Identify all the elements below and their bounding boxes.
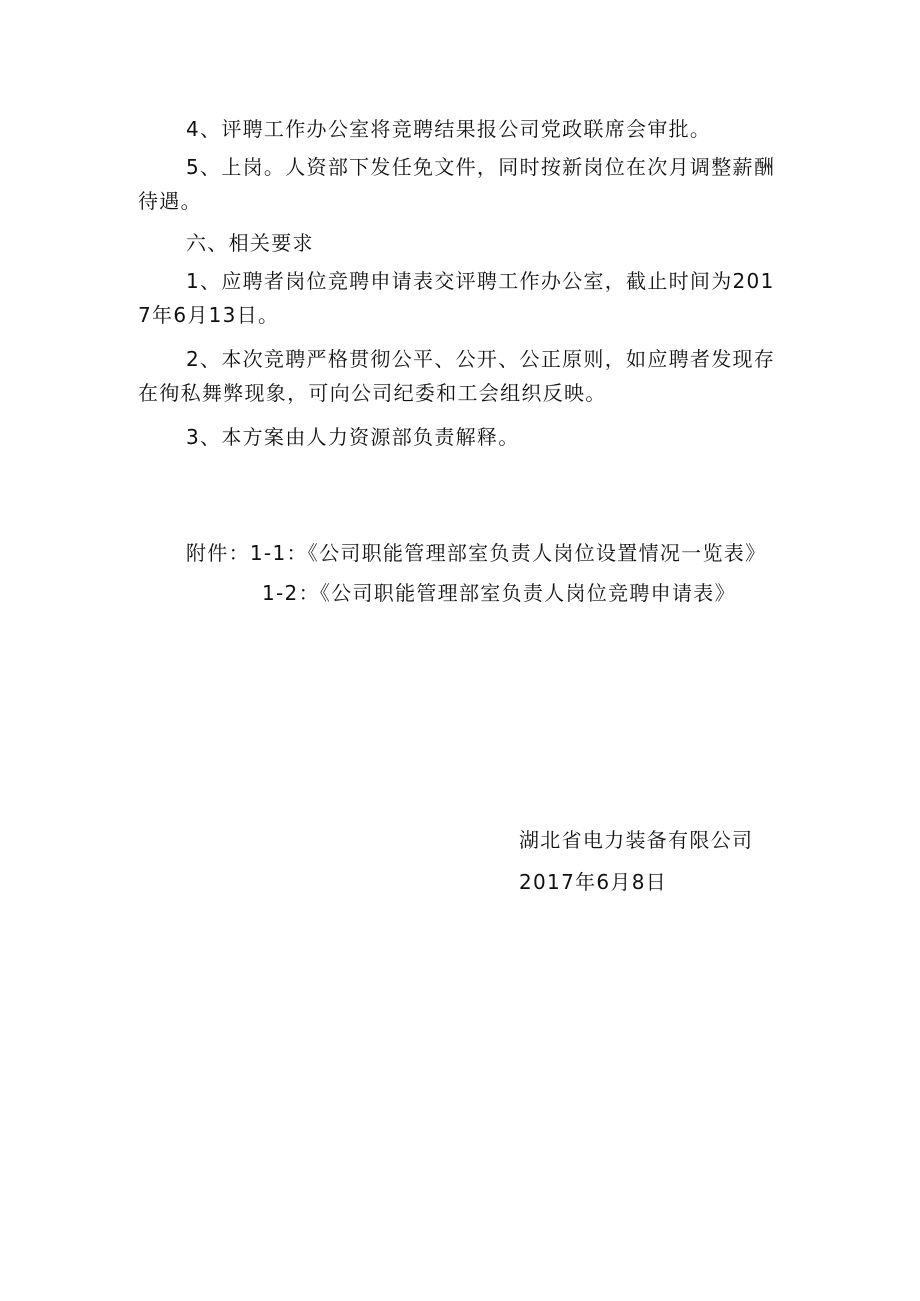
attachment-line-2: 1-2：《公司职能管理部室负责人岗位竞聘申请表》 bbox=[262, 581, 736, 605]
paragraph-requirement-1: 1、应聘者岗位竞聘申请表交评聘工作办公室，截止时间为2017年6月13日。 bbox=[138, 269, 775, 327]
section-heading-requirements: 六、相关要求 bbox=[186, 231, 314, 255]
signature-company: 湖北省电力装备有限公司 bbox=[519, 828, 754, 852]
attachment-line-1: 附件：1-1：《公司职能管理部室负责人岗位设置情况一览表》 bbox=[186, 541, 767, 565]
paragraph-requirement-3: 3、本方案由人力资源部负责解释。 bbox=[186, 425, 520, 449]
paragraph-step-5: 5、上岗。人资部下发任免文件，同时按新岗位在次月调整薪酬待遇。 bbox=[138, 155, 776, 213]
paragraph-requirement-2: 2、本次竞聘严格贯彻公平、公开、公正原则，如应聘者发现存在徇私舞弊现象，可向公司纪委和工会组织反映。 bbox=[138, 347, 776, 405]
signature-date: 2017年6月8日 bbox=[519, 870, 668, 894]
paragraph-step-4: 4、评聘工作办公室将竞聘结果报公司党政联席会审批。 bbox=[186, 117, 712, 141]
